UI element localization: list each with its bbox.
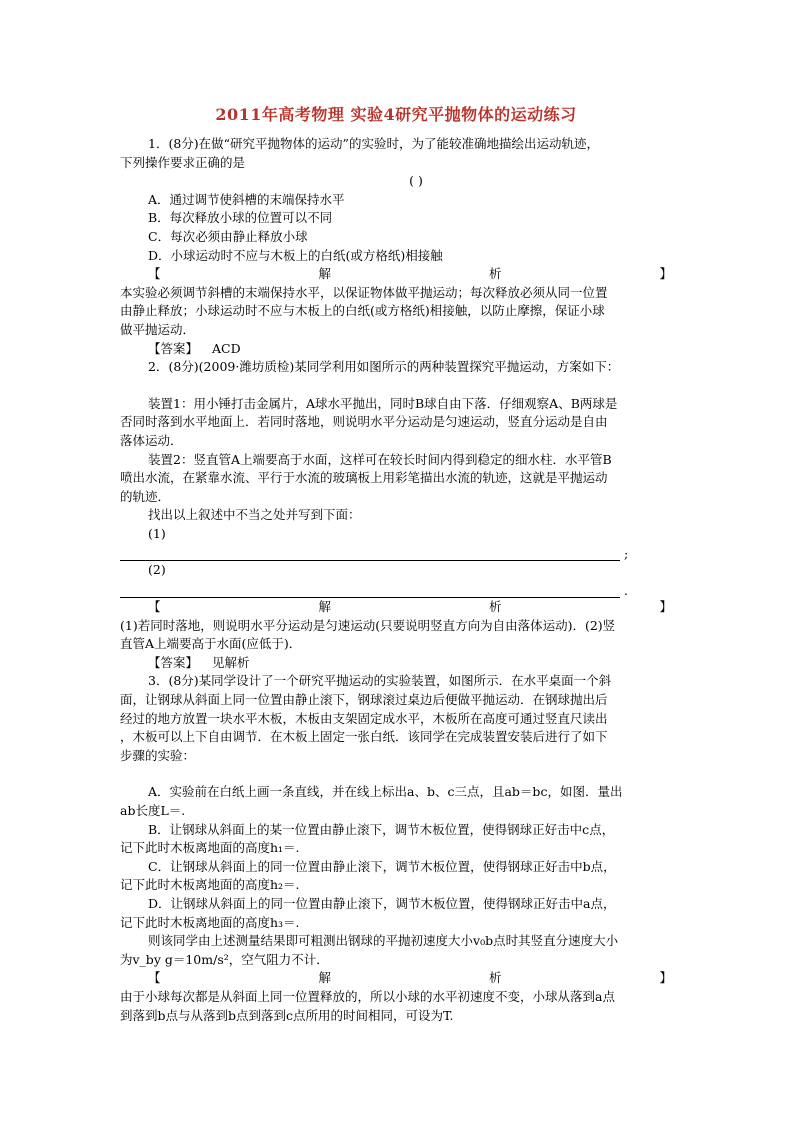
q2-blank2-line xyxy=(120,580,672,598)
q3-analysis-heading xyxy=(120,969,672,988)
heading-char-jie: 解 xyxy=(318,970,331,986)
q1-analysis-line1: 本实验必须调节斜槽的末端保持水平，以保证物体做平抛运动；每次释放必须从同一位置 xyxy=(120,284,608,300)
q2-blank1-line xyxy=(120,543,672,561)
q1-stem-line2: 下列操作要求正确的是 xyxy=(120,154,246,170)
answer-value: ACD xyxy=(212,340,241,356)
q3-step-d-line2: 记下此时木板离地面的高度h₃＝. xyxy=(120,914,300,930)
q2-device1-line2: 否同时落到水平地面上．若同时落地，则说明水平分运动是匀速运动，竖直分运动是自由 xyxy=(120,414,608,430)
q1-stem-line1: 1．(8分)在做“研究平抛物体的运动”的实验时，为了能较准确地描绘出运动轨迹， xyxy=(148,136,599,151)
q3-conclusion-line2: 为v_by g＝10m/s²，空气阻力不计． xyxy=(120,951,329,967)
blank-end-mark: . xyxy=(624,583,628,599)
q2-analysis-line2: 直管A上端要高于水面(应低于)． xyxy=(120,636,302,652)
blank-end-mark: ; xyxy=(624,546,629,562)
blank-underline xyxy=(120,583,620,598)
q3-analysis-line2: 到落到b点与从落到b点到落到c点所用的时间相同，可设为T. xyxy=(120,1007,454,1023)
q2-instruction: 找出以上叙述中不当之处并写到下面： xyxy=(148,507,361,523)
q3-step-c-line2: 记下此时木板离地面的高度h₂＝. xyxy=(120,877,300,893)
q3-stem-line4: ，木板可以上下自由调节．在木板上固定一张白纸．该同学在完成装置安装后进行了如下 xyxy=(120,729,608,745)
q1-option-a: A．通过调节使斜槽的末端保持水平 xyxy=(148,191,345,207)
q2-blank2-label: (2) xyxy=(148,562,166,578)
q3-step-a-line2: ab长度L＝. xyxy=(120,803,186,818)
q2-blank1-label: (1) xyxy=(148,525,166,541)
heading-char-xi: 析 xyxy=(488,970,502,986)
q3-step-d-line1: D．让钢球从斜面上的同一位置由静止滚下，调节木板位置，使得钢球正好击中a点， xyxy=(148,895,616,911)
q3-stem-line5: 步骤的实验： xyxy=(120,747,196,763)
blank-underline xyxy=(120,546,620,561)
q2-analysis-heading xyxy=(120,598,672,617)
q3-stem-line3: 经过的地方放置一块水平木板，木板由支架固定成水平，木板所在高度可通过竖直尺读出 xyxy=(120,710,608,726)
heading-char-jie: 解 xyxy=(318,599,331,615)
bracket-right: 】 xyxy=(659,266,672,282)
q1-analysis-line3: 做平抛运动． xyxy=(120,321,196,337)
q3-stem-line2: 面，让钢球从斜面上同一位置由静止滚下，钢球滚过桌边后便做平抛运动．在钢球抛出后 xyxy=(120,692,608,708)
q1-answer xyxy=(120,340,672,359)
q2-analysis-line1: (1)若同时落地，则说明水平分运动是匀速运动(只要说明竖直方向为自由落体运动)．(2)竖 xyxy=(120,617,616,633)
heading-char-xi: 析 xyxy=(488,599,502,615)
bracket-right: 】 xyxy=(659,970,672,986)
answer-label: 【答案】 xyxy=(148,654,199,670)
q3-step-b-line2: 记下此时木板离地面的高度h₁＝. xyxy=(120,840,300,856)
page-title: 2011年高考物理 实验4研究平抛物体的运动练习 xyxy=(215,105,577,124)
q3-analysis-line1: 由于小球每次都是从斜面上同一位置释放的，所以小球的水平初速度不变，小球从落到a点 xyxy=(120,988,615,1004)
spacer xyxy=(120,765,672,783)
q2-device2-line1: 装置2：竖直管A上端要高于水面，这样可在较长时间内得到稳定的细水柱．水平管B xyxy=(148,451,612,467)
q2-device2-line3: 的轨迹． xyxy=(120,488,171,504)
q1-answer-paren: ( ) xyxy=(409,173,423,189)
bracket-left: 【 xyxy=(148,599,161,615)
answer-value: 见解析 xyxy=(212,654,250,670)
q3-step-b-line1: B．让钢球从斜面上的某一位置由静止滚下，调节木板位置，使得钢球正好击中c点， xyxy=(148,821,615,837)
q1-option-b: B．每次释放小球的位置可以不同 xyxy=(148,210,333,226)
q2-device2-line2: 喷出水流，在紧靠水流、平行于水流的玻璃板上用彩笔描出水流的轨迹，这就是平抛运动 xyxy=(120,470,608,486)
heading-char-xi: 析 xyxy=(488,266,502,282)
q1-option-d: D．小球运动时不应与木板上的白纸(或方格纸)相接触 xyxy=(148,247,443,263)
bracket-right: 】 xyxy=(659,599,672,615)
bracket-left: 【 xyxy=(148,266,161,282)
q2-device1-line3: 落体运动． xyxy=(120,432,183,448)
q1-analysis-line2: 由静止释放；小球运动时不应与木板上的白纸(或方格纸)相接触，以防止摩擦，保证小球 xyxy=(120,303,605,319)
q3-conclusion-line1: 则该同学由上述测量结果即可粗测出钢球的平抛初速度大小v₀b点时其竖直分速度大小 xyxy=(148,933,619,949)
q1-analysis-heading xyxy=(120,265,672,284)
q3-step-c-line1: C．让钢球从斜面上的同一位置由静止滚下，调节木板位置，使得钢球正好击中b点， xyxy=(148,858,616,874)
q3-stem-line1: 3．(8分)某同学设计了一个研究平抛运动的实验装置，如图所示．在水平桌面一个斜 xyxy=(148,673,612,689)
q2-device1-line1: 装置1：用小锤打击金属片，A球水平抛出，同时B球自由下落．仔细观察A、B两球是 xyxy=(148,395,618,411)
q2-answer xyxy=(120,654,672,673)
document-page xyxy=(120,102,672,1025)
q3-step-a-line1: A．实验前在白纸上画一条直线，并在线上标出a、b、c三点，且ab＝bc，如图．量出 xyxy=(148,784,623,800)
spacer xyxy=(120,377,672,395)
heading-char-jie: 解 xyxy=(318,266,331,282)
bracket-left: 【 xyxy=(148,970,161,986)
q1-option-c: C．每次必须由静止释放小球 xyxy=(148,228,308,244)
answer-label: 【答案】 xyxy=(148,340,199,356)
q2-stem: 2．(8分)(2009·潍坊质检)某同学利用如图所示的两种装置探究平抛运动，方案如下： xyxy=(148,359,620,375)
